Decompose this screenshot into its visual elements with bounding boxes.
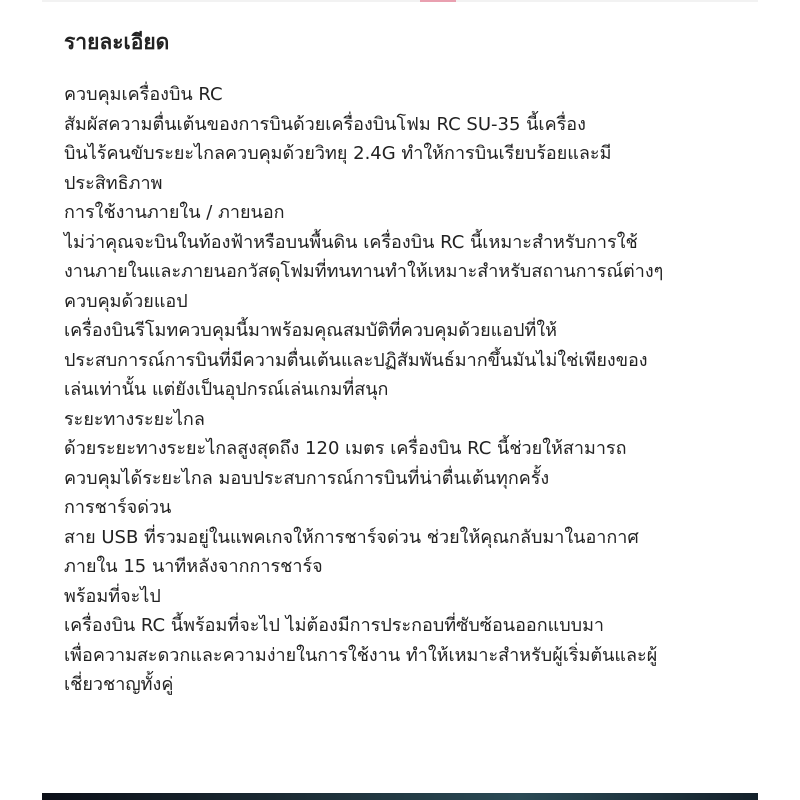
description-line: สาย USB ที่รวมอยู่ในแพคเกจให้การชาร์จด่วน ช่วยให้คุณกลับมาในอากาศ	[64, 526, 639, 548]
description-line: เชี่ยวชาญทั้งคู่	[64, 674, 174, 695]
divider	[42, 0, 758, 2]
description-line: ควบคุมเครื่องบิน RC	[64, 84, 223, 105]
description-line: เล่นเท่านั้น แต่ยังเป็นอุปกรณ์เล่นเกมที่สนุก	[64, 379, 389, 400]
description-line: การชาร์จด่วน	[64, 497, 172, 518]
description-line: ระยะทางระยะไกล	[64, 408, 205, 430]
description-line: ด้วยระยะทางระยะไกลสูงสุดถึง 120 เมตร เครื่องบิน RC นี้ช่วยให้สามารถ	[64, 438, 627, 459]
description-line: ควบคุมด้วยแอป	[64, 290, 188, 312]
tab-indicator	[420, 0, 456, 2]
description-line: การใช้งานภายใน / ภายนอก	[64, 202, 285, 223]
description-line: บินไร้คนขับระยะไกลควบคุมด้วยวิทยุ 2.4G ทำให้การบินเรียบร้อยและมี	[64, 143, 612, 164]
description-line: งานภายในและภายนอกวัสดุโฟมที่ทนทานทำให้เหมาะสำหรับสถานการณ์ต่างๆ	[64, 261, 664, 282]
description-line: พร้อมที่จะไป	[64, 585, 161, 607]
description-line: ควบคุมได้ระยะไกล มอบประสบการณ์การบินที่น่าตื่นเต้นทุกครั้ง	[64, 467, 550, 489]
description-line: ประสบการณ์การบินที่มีความตื่นเต้นและปฏิสัมพันธ์มากขึ้นมันไม่ใช่เพียงของ	[64, 349, 648, 371]
description-line: เครื่องบิน RC นี้พร้อมที่จะไป ไม่ต้องมีการประกอบที่ซับซ้อนออกแบบมา	[64, 615, 605, 636]
section-title: รายละเอียด	[64, 30, 170, 54]
description-line: ภายใน 15 นาทีหลังจากการชาร์จ	[64, 556, 323, 577]
description-line: ไม่ว่าคุณจะบินในท้องฟ้าหรือบนพื้นดิน เครื่องบิน RC นี้เหมาะสำหรับการใช้	[64, 231, 638, 253]
image-preview-strip	[42, 793, 758, 800]
description-text	[64, 80, 754, 700]
description-line: ประสิทธิภาพ	[64, 172, 163, 194]
description-line: เพื่อความสะดวกและความง่ายในการใช้งาน ทำให้เหมาะสำหรับผู้เริ่มต้นและผู้	[64, 644, 658, 666]
description-line: เครื่องบินรีโมทควบคุมนี้มาพร้อมคุณสมบัติที่ควบคุมด้วยแอปที่ให้	[64, 320, 557, 341]
description-line: สัมผัสความตื่นเต้นของการบินด้วยเครื่องบินโฟม RC SU-35 นี้เครื่อง	[64, 113, 586, 135]
